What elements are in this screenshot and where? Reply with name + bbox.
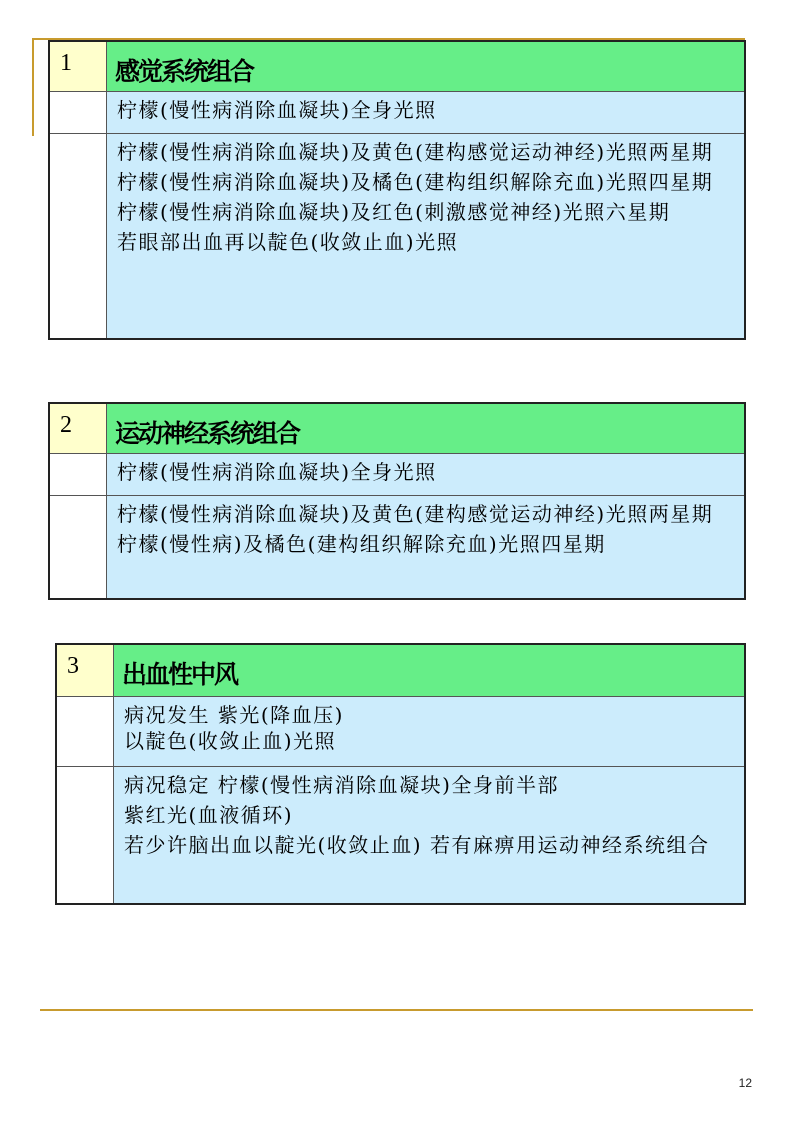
group-3-table [55,643,746,905]
group-3-title: 出血性中风 [114,644,746,696]
group-3-row-2-line-3: 若少许脑出血以靛光(收敛止血) 若有麻痹用运动神经系统组合 [124,832,710,857]
group-3-row-2 [114,766,746,904]
group-1-row-2-line-1: 柠檬(慢性病消除血凝块)及黄色(建构感觉运动神经)光照两星期 [117,139,714,164]
group-2-table [48,402,746,600]
group-2-row-1 [107,453,746,495]
group-1-blank-cell [49,91,107,133]
group-2-row-1-line-1: 柠檬(慢性病消除血凝块)全身光照 [117,459,437,484]
group-1-row-1 [107,91,746,133]
bottom-decorative-line [40,1009,753,1011]
group-3-row-1 [114,696,746,766]
group-1-title: 感觉系统组合 [107,41,746,91]
group-1-table [48,40,746,340]
group-3-row-2-line-2: 紫红光(血液循环) [124,802,294,827]
group-1-row-2-line-2: 柠檬(慢性病消除血凝块)及橘色(建构组织解除充血)光照四星期 [117,169,714,194]
group-1-row-2-line-4: 若眼部出血再以靛色(收敛止血)光照 [117,229,459,254]
group-3-row-2-line-1: 病况稳定 柠檬(慢性病消除血凝块)全身前半部 [124,772,559,797]
group-2-number: 2 [49,403,107,453]
group-2-blank-cell [49,495,107,599]
group-1-row-2-line-3: 柠檬(慢性病消除血凝块)及红色(刺激感觉神经)光照六星期 [117,199,671,224]
group-1-row-1-line-1: 柠檬(慢性病消除血凝块)全身光照 [117,97,437,122]
group-2-row-2-line-1: 柠檬(慢性病消除血凝块)及黄色(建构感觉运动神经)光照两星期 [117,501,714,526]
group-3-blank-cell [56,766,114,904]
group-3-row-1-line-2: 以靛色(收敛止血)光照 [124,728,337,753]
group-2-row-2 [107,495,746,599]
page-number: 12 [738,1076,752,1090]
group-1-number: 1 [49,41,107,91]
group-3-number: 3 [56,644,114,696]
group-2-title: 运动神经系统组合 [107,403,746,453]
group-2-row-2-line-2: 柠檬(慢性病)及橘色(建构组织解除充血)光照四星期 [117,531,606,556]
group-2-blank-cell [49,453,107,495]
group-3-blank-cell [56,696,114,766]
left-decorative-line [32,38,34,136]
group-1-row-2 [107,133,746,339]
group-1-blank-cell [49,133,107,339]
group-3-row-1-line-1: 病况发生 紫光(降血压) [124,702,344,727]
